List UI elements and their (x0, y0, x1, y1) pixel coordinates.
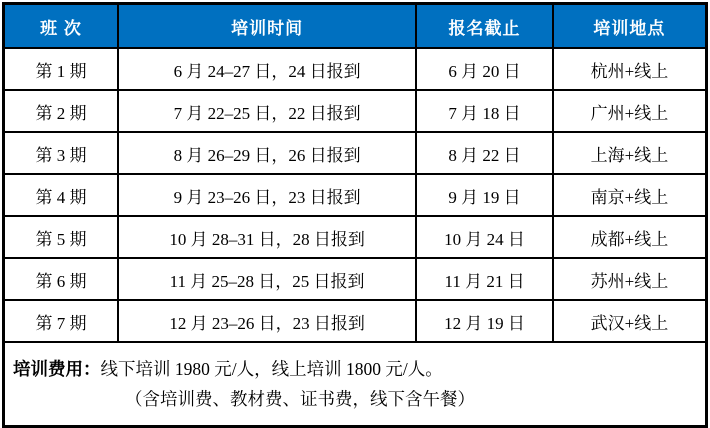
table-row (4, 216, 707, 258)
cell-session: 第 2 期 (4, 90, 118, 132)
cell-training-location: 杭州+线上 (553, 48, 707, 90)
cell-registration-deadline: 11 月 21 日 (416, 258, 553, 300)
training-schedule-table (2, 2, 708, 428)
fee-prices-text: 线下培训 1980 元/人，线上培训 1800 元/人。 (100, 359, 443, 379)
header-row (4, 4, 707, 49)
cell-session: 第 3 期 (4, 132, 118, 174)
cell-training-location: 苏州+线上 (553, 258, 707, 300)
header-cell-registration-deadline: 报名截止 (416, 4, 553, 49)
cell-training-time: 12 月 23–26 日，23 日报到 (118, 300, 416, 342)
table-row (4, 300, 707, 342)
cell-training-time: 7 月 22–25 日，22 日报到 (118, 90, 416, 132)
cell-training-time: 8 月 26–29 日，26 日报到 (118, 132, 416, 174)
cell-registration-deadline: 9 月 19 日 (416, 174, 553, 216)
table-row (4, 132, 707, 174)
cell-registration-deadline: 12 月 19 日 (416, 300, 553, 342)
cell-training-location: 南京+线上 (553, 174, 707, 216)
header-cell-training-location: 培训地点 (553, 4, 707, 49)
cell-training-location: 上海+线上 (553, 132, 707, 174)
header-cell-training-time: 培训时间 (118, 4, 416, 49)
fee-line1 (13, 354, 697, 384)
table-row (4, 258, 707, 300)
cell-registration-deadline: 6 月 20 日 (416, 48, 553, 90)
cell-registration-deadline: 7 月 18 日 (416, 90, 553, 132)
cell-training-location: 武汉+线上 (553, 300, 707, 342)
fee-note-cell (4, 342, 707, 427)
fee-row (4, 342, 707, 427)
fee-label: 培训费用： (13, 359, 101, 379)
cell-session: 第 1 期 (4, 48, 118, 90)
cell-training-time: 10 月 28–31 日，28 日报到 (118, 216, 416, 258)
cell-session: 第 7 期 (4, 300, 118, 342)
cell-training-time: 9 月 23–26 日，23 日报到 (118, 174, 416, 216)
cell-session: 第 5 期 (4, 216, 118, 258)
cell-session: 第 6 期 (4, 258, 118, 300)
cell-training-location: 广州+线上 (553, 90, 707, 132)
cell-registration-deadline: 8 月 22 日 (416, 132, 553, 174)
cell-registration-deadline: 10 月 24 日 (416, 216, 553, 258)
fee-inclusions-text: （含培训费、教材费、证书费，线下含午餐） (125, 389, 475, 409)
cell-session: 第 4 期 (4, 174, 118, 216)
cell-training-time: 6 月 24–27 日，24 日报到 (118, 48, 416, 90)
cell-training-location: 成都+线上 (553, 216, 707, 258)
cell-training-time: 11 月 25–28 日，25 日报到 (118, 258, 416, 300)
table-row (4, 174, 707, 216)
table-row (4, 48, 707, 90)
table-row (4, 90, 707, 132)
header-cell-session: 班 次 (4, 4, 118, 49)
